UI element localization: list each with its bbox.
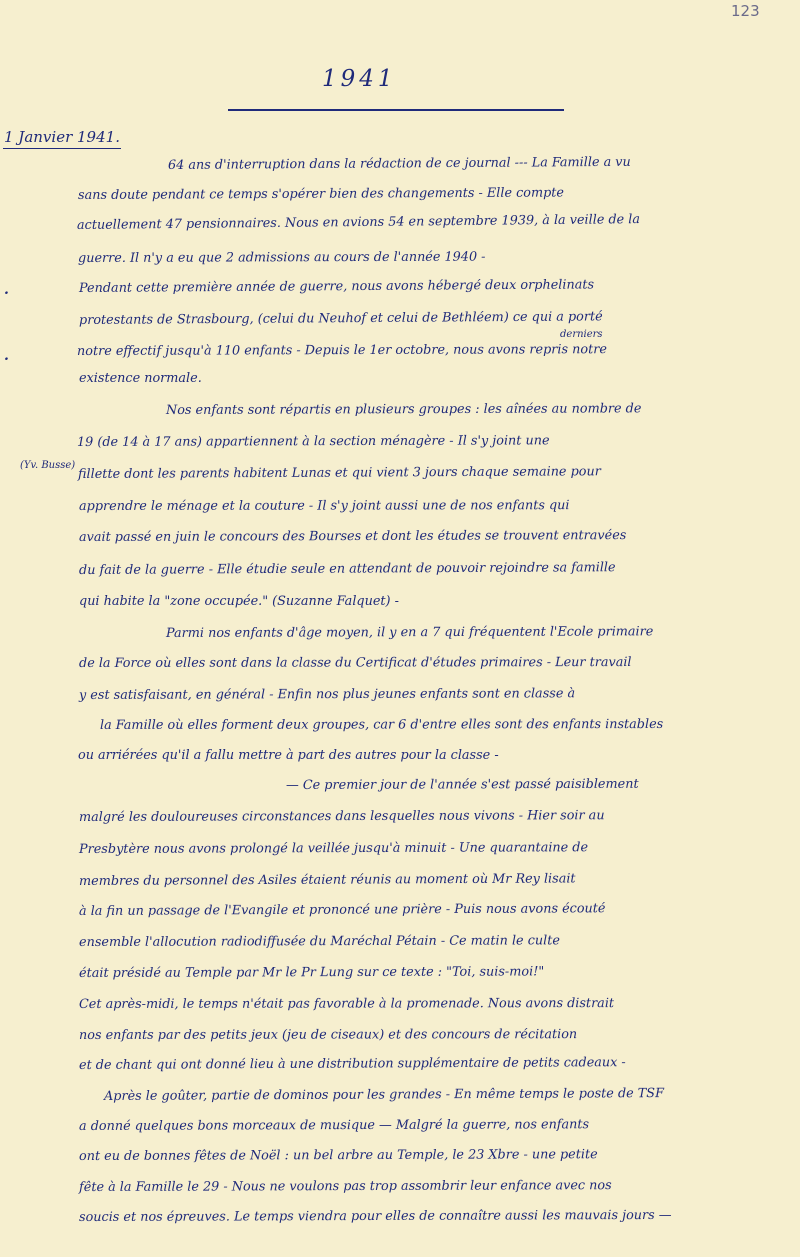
text-line: ont eu de bonnes fêtes de Noël : un bel arbre au Temple, le 23 Xbre - une petite	[78, 1147, 598, 1164]
text-line: Nos enfants sont répartis en plusieurs groupes : les aînées au nombre de	[165, 401, 642, 418]
margin-mark: .	[4, 282, 9, 298]
text-line: apprendre le ménage et la couture - Il s'y joint aussi une de nos enfants qui	[78, 498, 570, 514]
text-line: actuellement 47 pensionnaires. Nous en avions 54 en septembre 1939, à la veille de la	[76, 212, 641, 233]
text-line: fête à la Famille le 29 - Nous ne voulons pas trop assombrir leur enfance avec nos	[78, 1178, 612, 1195]
text-line: de la Force où elles sont dans la classe du Certificat d'études primaires - Leur travail	[78, 655, 632, 671]
margin-mark: .	[4, 348, 9, 364]
text-line: à la fin un passage de l'Evangile et prononcé une prière - Puis nous avons écouté	[78, 901, 606, 919]
text-line: Pendant cette première année de guerre, nous avons hébergé deux orphelinats	[78, 277, 595, 296]
page-number: 123	[731, 2, 760, 20]
margin-note: (Yv. Busse)	[20, 460, 76, 471]
text-line: Après le goûter, partie de dominos pour les grandes - En même temps le poste de TSF	[103, 1086, 664, 1104]
text-line: — Ce premier jour de l'année s'est passé paisiblement	[285, 776, 639, 793]
text-line: membres du personnel des Asiles étaient réunis au moment où Mr Rey lisait	[78, 871, 576, 889]
text-line: était présidé au Temple par Mr le Pr Lung sur ce texte : "Toi, suis-moi!"	[78, 964, 545, 981]
text-line: avait passé en juin le concours des Bourses et dont les études se trouvent entravées	[78, 528, 627, 545]
text-line: protestants de Strasbourg, (celui du Neuhof et celui de Bethléem) ce qui a porté	[78, 309, 603, 328]
text-line: Parmi nos enfants d'âge moyen, il y en a 7 qui fréquentent l'Ecole primaire	[165, 624, 654, 641]
date-heading: 1 Janvier 1941.	[4, 128, 120, 146]
text-line: notre effectif jusqu'à 110 enfants - Depuis le 1er octobre, nous avons repris notre	[76, 342, 607, 359]
text-line: fillette dont les parents habitent Lunas et qui vient 3 jours chaque semaine pour	[77, 464, 601, 482]
text-line: ou arriérées qu'il a fallu mettre à part des autres pour la classe -	[78, 748, 499, 763]
text-line: Presbytère nous avons prolongé la veillée jusqu'à minuit - Une quarantaine de	[78, 840, 589, 857]
text-line: existence normale.	[79, 371, 202, 386]
text-line: et de chant qui ont donné lieu à une distribution supplémentaire de petits cadeaux -	[78, 1055, 626, 1073]
text-line: ensemble l'allocution radiodiffusée du Maréchal Pétain - Ce matin le culte	[78, 933, 560, 950]
date-underline	[3, 148, 121, 149]
text-line: nos enfants par des petits jeux (jeu de ciseaux) et des concours de récitation	[78, 1027, 578, 1043]
text-line: a donné quelques bons morceaux de musique — Malgré la guerre, nos enfants	[78, 1117, 590, 1134]
text-line: la Famille où elles forment deux groupes, car 6 d'entre elles sont des enfants instables	[99, 717, 664, 733]
text-line: Cet après-midi, le temps n'était pas favorable à la promenade. Nous avons distrait	[78, 996, 615, 1012]
superscript-word: derniers	[560, 329, 603, 340]
text-line: y est satisfaisant, en général - Enfin nos plus jeunes enfants sont en classe à	[78, 686, 576, 703]
title-underline	[228, 109, 564, 111]
text-line: 64 ans d'interruption dans la rédaction de ce journal --- La Famille a vu	[167, 154, 631, 173]
text-line: du fait de la guerre - Elle étudie seule en attendant de pouvoir rejoindre sa famille	[78, 560, 616, 578]
text-line: sans doute pendant ce temps s'opérer bien des changements - Elle compte	[77, 185, 565, 203]
text-line: qui habite la "zone occupée." (Suzanne Falquet) -	[79, 594, 399, 609]
text-line: 19 (de 14 à 17 ans) appartiennent à la section ménagère - Il s'y joint une	[76, 433, 550, 450]
year-title: 1941	[322, 66, 397, 92]
text-line: soucis et nos épreuves. Le temps viendra pour elles de connaître aussi les mauvais jours —	[78, 1207, 672, 1225]
text-line: malgré les douloureuses circonstances dans lesquelles nous vivons - Hier soir au	[78, 808, 605, 825]
text-line: guerre. Il n'y a eu que 2 admissions au cours de l'année 1940 -	[77, 249, 486, 266]
